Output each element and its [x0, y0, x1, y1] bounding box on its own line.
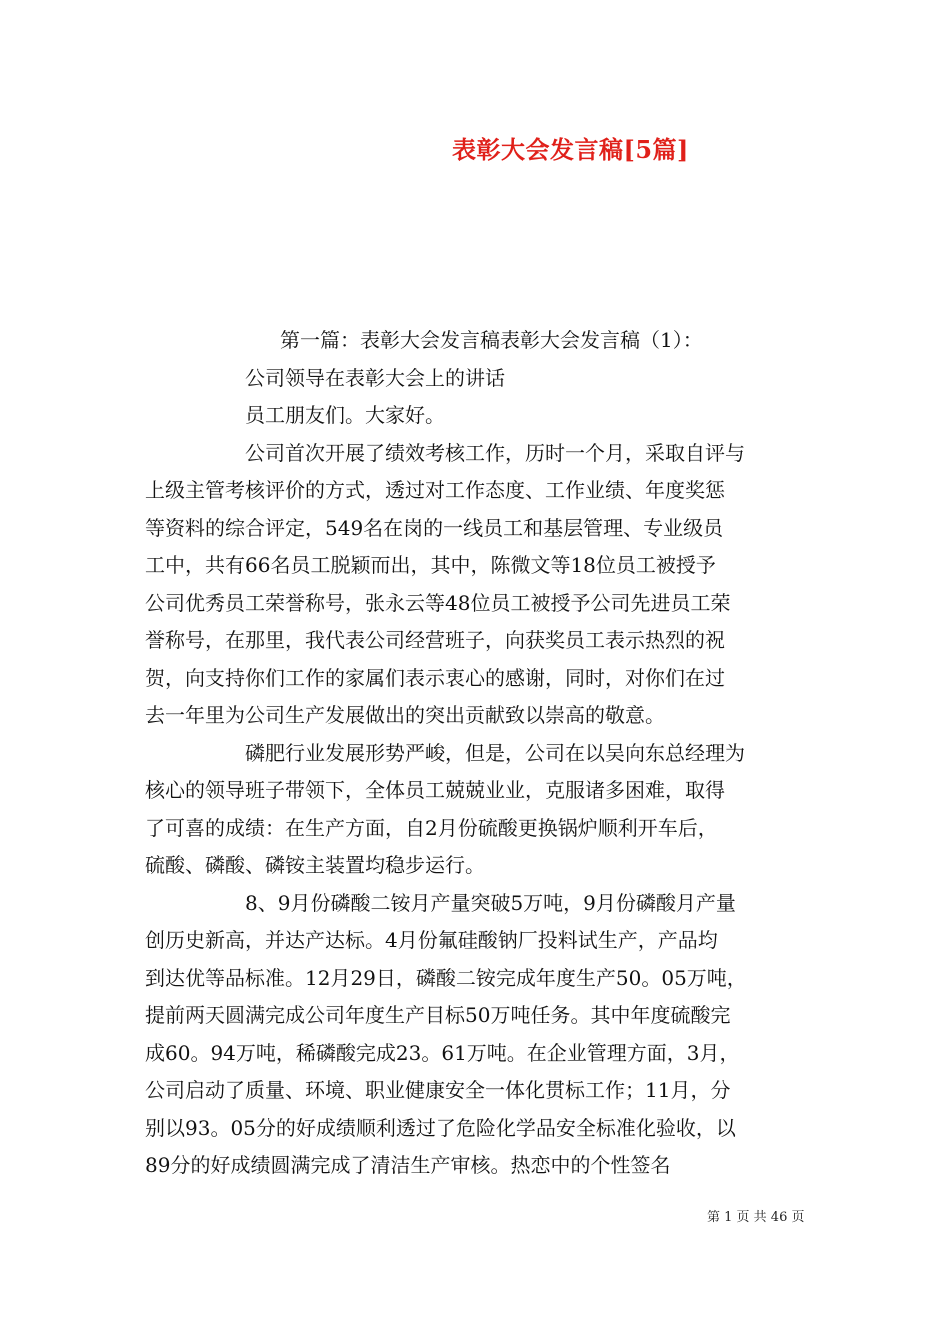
- paragraph-line: 公司优秀员工荣誉称号，张永云等48位员工被授予公司先进员工荣: [145, 590, 731, 615]
- paragraph-line: 去一年里为公司生产发展做出的突出贡献致以崇高的敬意。: [145, 703, 665, 727]
- paragraph-line: 8、9月份磷酸二铵月产量突破5万吨，9月份磷酸月产量: [245, 890, 736, 915]
- document-body: [145, 322, 810, 1185]
- paragraph-1: [145, 435, 810, 735]
- paragraph-3: [145, 885, 810, 1185]
- speech-subtitle: 公司领导在表彰大会上的讲话: [245, 365, 505, 390]
- paragraph-line: 誉称号，在那里，我代表公司经营班子，向获奖员工表示热烈的祝: [145, 628, 725, 652]
- paragraph-line: 创历史新高，并达产达标。4月份氟硅酸钠厂投料试生产，产品均: [145, 928, 718, 952]
- paragraph-line: 别以93。05分的好成绩顺利透过了危险化学品安全标准化验收，以: [145, 1115, 736, 1140]
- paragraph-line: 上级主管考核评价的方式，透过对工作态度、工作业绩、年度奖惩: [145, 478, 725, 502]
- section-heading: 第一篇：表彰大会发言稿表彰大会发言稿（1）：: [280, 328, 703, 352]
- paragraph-line: 核心的领导班子带领下，全体员工兢兢业业，克服诸多困难，取得: [145, 778, 725, 802]
- greeting-line: 员工朋友们。大家好。: [245, 403, 445, 427]
- page-number-footer: 第 1 页 共 46 页: [707, 1210, 805, 1225]
- paragraph-2: [145, 735, 810, 885]
- paragraph-line: 到达优等品标准。12月29日，磷酸二铵完成年度生产50。05万吨，: [145, 965, 747, 990]
- paragraph-line: 提前两天圆满完成公司年度生产目标50万吨任务。其中年度硫酸完: [145, 1003, 731, 1027]
- paragraph-line: 了可喜的成绩：在生产方面，自2月份硫酸更换锅炉顺利开车后，: [145, 815, 718, 840]
- paragraph-line: 贺，向支持你们工作的家属们表示衷心的感谢，同时，对你们在过: [145, 665, 725, 690]
- document-title: 表彰大会发言稿[5篇]: [452, 135, 689, 164]
- paragraph-line: 工中，共有66名员工脱颖而出，其中，陈微文等18位员工被授予: [145, 553, 716, 577]
- paragraph-line: 公司启动了质量、环境、职业健康安全一体化贯标工作；11月，分: [145, 1078, 731, 1102]
- paragraph-line: 等资料的综合评定，549名在岗的一线员工和基层管理、专业级员: [145, 515, 724, 540]
- paragraph-line: 磷肥行业发展形势严峻，但是，公司在以吴向东总经理为: [245, 740, 745, 765]
- paragraph-line: 公司首次开展了绩效考核工作，历时一个月，采取自评与: [245, 440, 745, 465]
- paragraph-line: 成60。94万吨，稀磷酸完成23。61万吨。在企业管理方面，3月，: [145, 1040, 740, 1065]
- paragraph-line: 硫酸、磷酸、磷铵主装置均稳步运行。: [145, 853, 485, 877]
- paragraph-line: 89分的好成绩圆满完成了清洁生产审核。热恋中的个性签名: [145, 1153, 671, 1177]
